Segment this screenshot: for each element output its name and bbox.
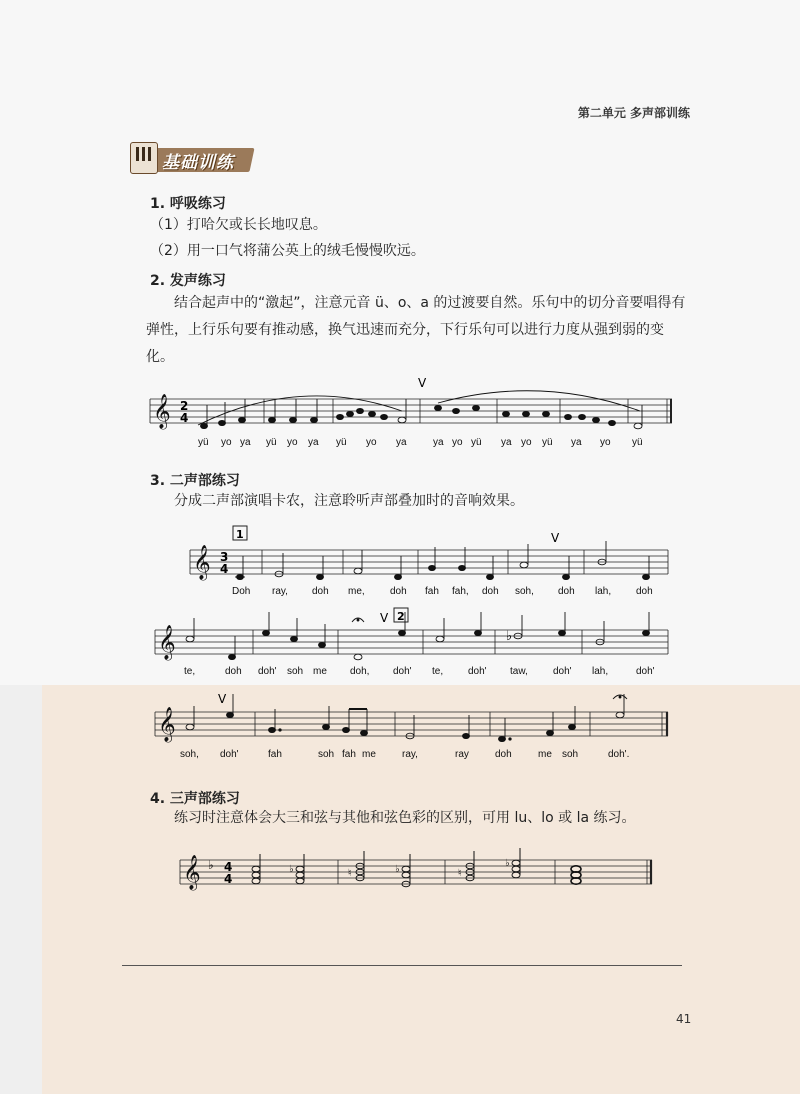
piano-icon <box>130 142 158 174</box>
svg-text:te,: te, <box>184 666 196 677</box>
time-signature-bottom: 4 <box>224 872 233 886</box>
time-signature-bottom: 4 <box>220 562 229 576</box>
lyrics-line <box>232 586 653 597</box>
svg-text:♭: ♭ <box>505 858 510 869</box>
time-signature-bottom: 4 <box>180 411 189 425</box>
svg-text:♭: ♭ <box>289 864 294 875</box>
breath-mark: V <box>551 531 560 545</box>
section-banner <box>130 140 252 176</box>
svg-text:doh': doh' <box>636 666 655 677</box>
breath-mark: V <box>418 376 427 390</box>
running-head: 第二单元 多声部训练 <box>577 106 690 120</box>
svg-text:doh'.: doh'. <box>608 749 630 760</box>
svg-text:ya: ya <box>240 437 251 448</box>
svg-text:ya: ya <box>396 437 407 448</box>
svg-text:fah: fah <box>425 586 439 597</box>
svg-text:yo: yo <box>452 437 463 448</box>
page-number: 41 <box>676 1012 692 1026</box>
svg-text:doh: doh <box>390 586 407 597</box>
svg-text:doh,: doh, <box>350 666 370 677</box>
breathing-item: （1）打哈欠或长长地叹息。 <box>150 217 327 233</box>
score-canon-line-1 <box>0 520 800 600</box>
breath-mark: V <box>380 611 389 625</box>
section-heading-three-part: 4. 三声部练习 <box>150 791 240 807</box>
section-heading-two-part: 3. 二声部练习 <box>150 473 240 489</box>
svg-text:yü: yü <box>266 437 277 448</box>
chords <box>252 848 581 887</box>
svg-text:ray,: ray, <box>402 749 418 760</box>
svg-text:yü: yü <box>542 437 553 448</box>
treble-clef-icon: 𝄞 <box>158 707 176 742</box>
svg-text:yü: yü <box>471 437 482 448</box>
section-box-1: 1 <box>236 528 244 541</box>
svg-text:fah,: fah, <box>452 586 469 597</box>
two-part-paragraph: 分成二声部演唱卡农，注意聆听声部叠加时的音响效果。 <box>174 493 524 509</box>
svg-text:doh: doh <box>636 586 653 597</box>
svg-text:ya: ya <box>501 437 512 448</box>
svg-text:soh,: soh, <box>515 586 534 597</box>
svg-text:yo: yo <box>366 437 377 448</box>
svg-text:doh: doh <box>482 586 499 597</box>
svg-text:♮: ♮ <box>458 868 462 879</box>
chord-accidentals <box>289 858 510 879</box>
svg-text:doh': doh' <box>220 749 239 760</box>
svg-text:soh: soh <box>562 749 579 760</box>
score-vocalization <box>0 375 800 455</box>
svg-text:yü: yü <box>632 437 643 448</box>
score-chords <box>0 840 800 910</box>
breathing-item: （2）用一口气将蒲公英上的绒毛慢慢吹远。 <box>150 243 425 259</box>
score-canon-line-2 <box>0 600 800 680</box>
svg-text:yo: yo <box>521 437 532 448</box>
section-heading-breathing: 1. 呼吸练习 <box>150 196 226 212</box>
svg-text:doh': doh' <box>553 666 572 677</box>
lyrics-line <box>180 749 629 760</box>
three-part-paragraph: 练习时注意体会大三和弦与其他和弦色彩的区别，可用 lu、lo 或 la 练习。 <box>174 810 636 826</box>
svg-text:soh: soh <box>287 666 304 677</box>
svg-text:doh: doh <box>558 586 575 597</box>
flat-sign: ♭ <box>506 629 513 644</box>
svg-text:♮: ♮ <box>348 868 352 879</box>
svg-text:taw,: taw, <box>510 666 528 677</box>
svg-text:♭: ♭ <box>395 864 400 875</box>
svg-text:doh': doh' <box>468 666 487 677</box>
svg-text:me,: me, <box>348 586 365 597</box>
svg-text:Doh: Doh <box>232 586 251 597</box>
svg-text:fah: fah <box>268 749 282 760</box>
time-signature-top: 3 <box>220 550 229 564</box>
key-signature-flat: ♭ <box>208 858 214 872</box>
svg-text:me: me <box>362 749 376 760</box>
svg-text:lah,: lah, <box>595 586 612 597</box>
section-heading-vocalization: 2. 发声练习 <box>150 273 226 289</box>
svg-text:doh': doh' <box>393 666 412 677</box>
svg-text:yü: yü <box>336 437 347 448</box>
lyrics-line <box>184 666 655 677</box>
footer-rule <box>122 965 682 966</box>
svg-text:soh,: soh, <box>180 749 199 760</box>
time-signature-top: 4 <box>224 860 233 874</box>
score-canon-line-3 <box>0 685 800 765</box>
treble-clef-icon: 𝄞 <box>193 545 211 580</box>
svg-text:yü: yü <box>198 437 209 448</box>
svg-text:ya: ya <box>571 437 582 448</box>
svg-text:fah: fah <box>342 749 356 760</box>
svg-text:doh: doh <box>495 749 512 760</box>
treble-clef-icon: 𝄞 <box>153 394 171 429</box>
svg-text:doh: doh <box>225 666 242 677</box>
svg-text:doh': doh' <box>258 666 277 677</box>
section-box-2: 2 <box>397 610 405 623</box>
vocalization-paragraph: 结合起声中的“激起”，注意元音 ü、o、a 的过渡要自然。乐句中的切分音要唱得有弹性，上行乐句要有推动感，换气迅速而充分，下行乐句可以进行力度从强到弱的变化。 <box>146 295 686 365</box>
svg-text:ray: ray <box>455 749 469 760</box>
svg-text:te,: te, <box>432 666 444 677</box>
svg-text:lah,: lah, <box>592 666 609 677</box>
svg-text:doh: doh <box>312 586 329 597</box>
lyrics-line <box>198 437 643 448</box>
svg-text:yo: yo <box>287 437 298 448</box>
treble-clef-icon: 𝄞 <box>183 855 201 890</box>
svg-text:me: me <box>538 749 552 760</box>
time-signature-top: 2 <box>180 399 189 413</box>
svg-text:soh: soh <box>318 749 335 760</box>
svg-text:yo: yo <box>600 437 611 448</box>
svg-text:me: me <box>313 666 327 677</box>
svg-text:yo: yo <box>221 437 232 448</box>
treble-clef-icon: 𝄞 <box>158 625 176 660</box>
svg-text:ya: ya <box>308 437 319 448</box>
svg-text:ray,: ray, <box>272 586 288 597</box>
svg-text:ya: ya <box>433 437 444 448</box>
breath-mark: V <box>218 692 227 706</box>
banner-title: 基础训练 <box>162 153 234 173</box>
